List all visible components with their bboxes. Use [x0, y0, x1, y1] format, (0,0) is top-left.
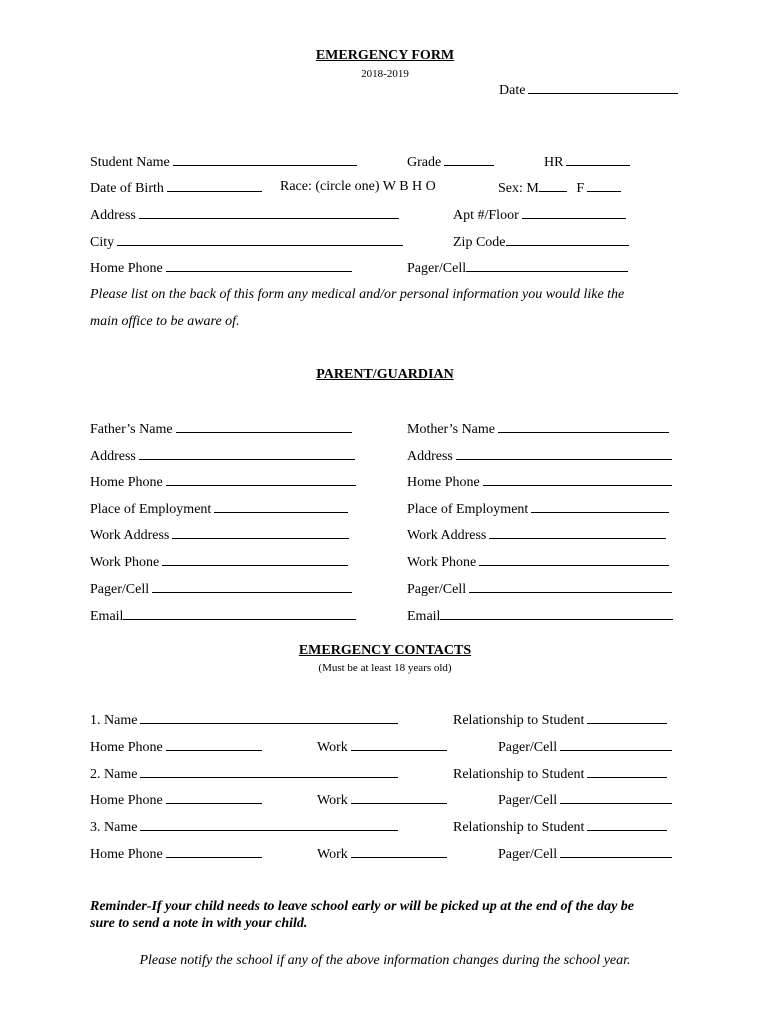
- father-email-input-line[interactable]: [123, 607, 356, 620]
- contact-2-home-phone-field: [90, 791, 262, 809]
- mother-home-phone-field: [407, 473, 672, 491]
- mother-home-phone-label: Home Phone: [407, 475, 480, 490]
- contact-2-work-label: Work: [317, 793, 348, 808]
- student-name-field: [90, 153, 357, 171]
- father-work-address-label: Work Address: [90, 528, 170, 543]
- dob-input-line[interactable]: [167, 179, 262, 192]
- contact-3-name-field: [90, 818, 398, 836]
- contact-1-name-field: [90, 711, 398, 729]
- mother-employment-field: [407, 500, 669, 518]
- grade-field: [407, 153, 494, 171]
- contact-1-relationship-field: [453, 711, 667, 729]
- city-label: City: [90, 235, 115, 250]
- form-title: EMERGENCY FORM: [315, 48, 455, 63]
- medical-note-line1: Please list on the back of this form any medical and/or personal information you would like the: [90, 287, 625, 302]
- contact-1-relationship-label: Relationship to Student: [453, 713, 585, 728]
- sex-f-input-line[interactable]: [587, 179, 621, 192]
- mother-employment-label: Place of Employment: [407, 502, 529, 517]
- contact-2-relationship-label: Relationship to Student: [453, 767, 585, 782]
- contact-1-pager-label: Pager/Cell: [498, 740, 558, 755]
- mother-employment-input-line[interactable]: [531, 500, 669, 513]
- mother-address-label: Address: [407, 449, 453, 464]
- mother-home-phone-input-line[interactable]: [483, 473, 672, 486]
- father-pager-label: Pager/Cell: [90, 582, 150, 597]
- father-employment-label: Place of Employment: [90, 502, 212, 517]
- contact-3-work-input-line[interactable]: [351, 845, 447, 858]
- contact-3-home-phone-input-line[interactable]: [166, 845, 262, 858]
- dob-label: Date of Birth: [90, 181, 164, 196]
- contact-2-relationship-field: [453, 765, 667, 783]
- address-field: [90, 206, 399, 224]
- contact-1-relationship-input-line[interactable]: [587, 711, 667, 724]
- contact-2-pager-label: Pager/Cell: [498, 793, 558, 808]
- pager-input-line[interactable]: [466, 259, 628, 272]
- school-year: 2018-2019: [361, 68, 409, 80]
- contact-3-relationship-input-line[interactable]: [587, 818, 667, 831]
- father-address-input-line[interactable]: [139, 447, 355, 460]
- hr-input-line[interactable]: [566, 153, 630, 166]
- father-work-phone-field: [90, 553, 348, 571]
- race-field: [280, 179, 436, 195]
- father-name-label: Father’s Name: [90, 422, 173, 437]
- student-name-input-line[interactable]: [173, 153, 357, 166]
- father-email-label: Email: [90, 609, 124, 624]
- medical-note-line2: main office to be aware of.: [90, 314, 240, 329]
- home-phone-field: [90, 259, 352, 277]
- race-label[interactable]: Race: (circle one) W B H O: [280, 179, 436, 194]
- city-input-line[interactable]: [117, 233, 403, 246]
- contact-2-home-phone-label: Home Phone: [90, 793, 163, 808]
- grade-input-line[interactable]: [444, 153, 494, 166]
- mother-email-input-line[interactable]: [440, 607, 673, 620]
- zip-input-line[interactable]: [506, 233, 629, 246]
- contact-1-work-field: [317, 738, 447, 756]
- address-label: Address: [90, 208, 136, 223]
- sex-m-label: Sex: M: [498, 181, 539, 196]
- date-field: [499, 81, 678, 99]
- mother-address-input-line[interactable]: [456, 447, 672, 460]
- home-phone-label: Home Phone: [90, 261, 163, 276]
- father-pager-field: [90, 580, 352, 598]
- mother-name-input-line[interactable]: [498, 420, 669, 433]
- mother-name-label: Mother’s Name: [407, 422, 495, 437]
- contact-2-relationship-input-line[interactable]: [587, 765, 667, 778]
- contact-3-pager-label: Pager/Cell: [498, 847, 558, 862]
- contact-3-relationship-label: Relationship to Student: [453, 820, 585, 835]
- contact-1-name-input-line[interactable]: [140, 711, 398, 724]
- zip-field: [453, 233, 629, 251]
- contact-1-home-phone-input-line[interactable]: [166, 738, 262, 751]
- student-name-label: Student Name: [90, 155, 170, 170]
- address-input-line[interactable]: [139, 206, 399, 219]
- reminder-line2: sure to send a note in with your child.: [90, 916, 308, 931]
- contact-3-pager-input-line[interactable]: [560, 845, 672, 858]
- mother-email-field: [407, 607, 673, 625]
- contact-1-pager-field: [498, 738, 672, 756]
- reminder-line1: Reminder-If your child needs to leave school early or will be picked up at the end of the day be: [90, 899, 634, 914]
- father-email-field: [90, 607, 356, 625]
- date-input-line[interactable]: [528, 81, 678, 94]
- contact-3-relationship-field: [453, 818, 667, 836]
- father-work-phone-input-line[interactable]: [162, 553, 348, 566]
- mother-pager-label: Pager/Cell: [407, 582, 467, 597]
- home-phone-input-line[interactable]: [166, 259, 352, 272]
- contact-2-pager-input-line[interactable]: [560, 791, 672, 804]
- zip-label: Zip Code: [453, 235, 506, 250]
- mother-pager-input-line[interactable]: [469, 580, 672, 593]
- contact-1-home-phone-field: [90, 738, 262, 756]
- contact-2-pager-field: [498, 791, 672, 809]
- contact-1-work-input-line[interactable]: [351, 738, 447, 751]
- date-label: Date: [499, 83, 526, 98]
- father-address-label: Address: [90, 449, 136, 464]
- pager-label: Pager/Cell: [407, 261, 467, 276]
- hr-field: [544, 153, 630, 171]
- mother-name-field: [407, 420, 669, 438]
- contact-2-name-label: 2. Name: [90, 767, 138, 782]
- contact-3-pager-field: [498, 845, 672, 863]
- contact-1-home-phone-label: Home Phone: [90, 740, 163, 755]
- contact-1-work-label: Work: [317, 740, 348, 755]
- contact-2-name-input-line[interactable]: [140, 765, 398, 778]
- father-employment-field: [90, 500, 348, 518]
- pager-field: [407, 259, 628, 277]
- contact-2-work-input-line[interactable]: [351, 791, 447, 804]
- father-name-input-line[interactable]: [176, 420, 352, 433]
- contact-3-home-phone-field: [90, 845, 262, 863]
- apt-label: Apt #/Floor: [453, 208, 519, 223]
- contact-2-work-field: [317, 791, 447, 809]
- contact-3-home-phone-label: Home Phone: [90, 847, 163, 862]
- mother-work-address-input-line[interactable]: [489, 526, 666, 539]
- father-work-address-field: [90, 526, 349, 544]
- contact-1-name-label: 1. Name: [90, 713, 138, 728]
- father-home-phone-label: Home Phone: [90, 475, 163, 490]
- father-work-phone-label: Work Phone: [90, 555, 160, 570]
- emergency-subtitle: (Must be at least 18 years old): [318, 662, 452, 674]
- contact-2-name-field: [90, 765, 398, 783]
- mother-work-phone-input-line[interactable]: [479, 553, 669, 566]
- mother-work-phone-label: Work Phone: [407, 555, 477, 570]
- hr-label: HR: [544, 155, 564, 170]
- contact-3-work-field: [317, 845, 447, 863]
- father-pager-input-line[interactable]: [152, 580, 352, 593]
- sex-m-input-line[interactable]: [539, 179, 567, 192]
- apt-input-line[interactable]: [522, 206, 626, 219]
- contact-3-name-input-line[interactable]: [140, 818, 398, 831]
- mother-work-address-label: Work Address: [407, 528, 487, 543]
- sex-field: [498, 179, 621, 197]
- change-notice: Please notify the school if any of the above information changes during the school year.: [139, 953, 631, 968]
- city-field: [90, 233, 403, 251]
- father-name-field: [90, 420, 352, 438]
- mother-work-phone-field: [407, 553, 669, 571]
- father-home-phone-input-line[interactable]: [166, 473, 356, 486]
- emergency-section-title: EMERGENCY CONTACTS: [298, 643, 472, 658]
- parent-section-title: PARENT/GUARDIAN: [316, 367, 454, 382]
- father-home-phone-field: [90, 473, 356, 491]
- contact-3-name-label: 3. Name: [90, 820, 138, 835]
- father-work-address-input-line[interactable]: [172, 526, 349, 539]
- father-address-field: [90, 447, 355, 465]
- father-employment-input-line[interactable]: [214, 500, 348, 513]
- grade-label: Grade: [407, 155, 442, 170]
- sex-f-label: F: [576, 181, 585, 196]
- mother-address-field: [407, 447, 672, 465]
- contact-3-work-label: Work: [317, 847, 348, 862]
- apt-field: [453, 206, 626, 224]
- dob-field: [90, 179, 262, 197]
- mother-pager-field: [407, 580, 672, 598]
- mother-work-address-field: [407, 526, 666, 544]
- contact-2-home-phone-input-line[interactable]: [166, 791, 262, 804]
- mother-email-label: Email: [407, 609, 441, 624]
- contact-1-pager-input-line[interactable]: [560, 738, 672, 751]
